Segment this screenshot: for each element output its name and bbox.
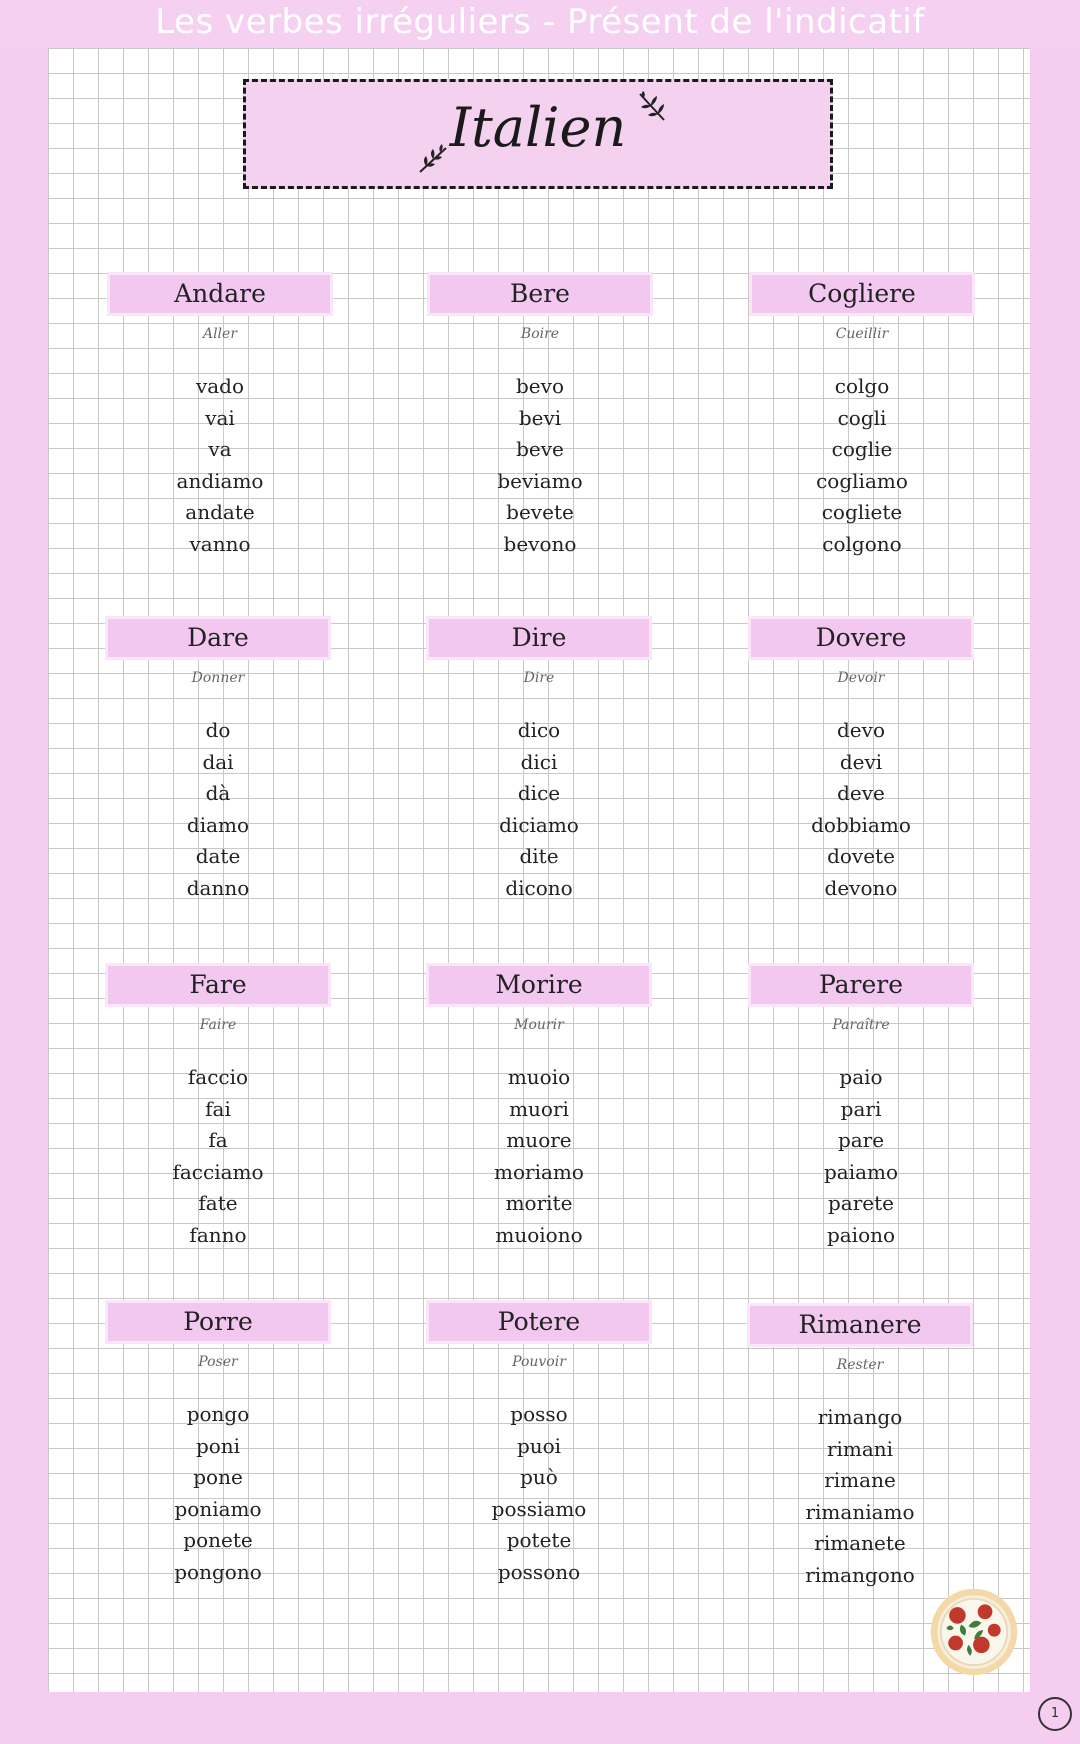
conjugation-form: dobbiamo [811, 812, 911, 837]
verb-name: Andare [110, 275, 330, 313]
conjugation-form: andate [185, 500, 255, 524]
conjugation-form: morite [505, 1191, 573, 1215]
conjugation-list [430, 371, 650, 560]
conjugation-form: facciamo [172, 1159, 264, 1184]
conjugation-form: andiamo [176, 468, 264, 493]
conjugation-list [429, 1062, 649, 1251]
conjugation-list [110, 371, 330, 560]
leaf-sprig-icon [416, 142, 452, 176]
conjugation-form: diciamo [499, 812, 579, 837]
conjugation-form: parete [828, 1191, 894, 1215]
page-title: Italien [449, 96, 627, 159]
verb-name: Cogliere [752, 275, 972, 313]
conjugation-form: date [195, 844, 241, 868]
page-number: 1 [1038, 1697, 1072, 1731]
conjugation-form: rimane [824, 1468, 896, 1492]
conjugation-form: danno [186, 875, 250, 900]
verb-translation: Poser [198, 1354, 238, 1370]
conjugation-form: fai [205, 1096, 231, 1121]
conjugation-form: paio [839, 1065, 883, 1089]
verb-card-morire [429, 966, 649, 1251]
conjugation-form: fa [208, 1128, 228, 1152]
conjugation-form: do [205, 718, 231, 742]
conjugation-form: paiono [826, 1222, 896, 1247]
verb-card-dire [429, 619, 649, 904]
conjugation-form: possono [497, 1559, 581, 1584]
conjugation-form: rimango [817, 1405, 903, 1429]
conjugation-list [429, 1399, 649, 1588]
verb-name: Bere [430, 275, 650, 313]
conjugation-form: moriamo [494, 1159, 584, 1184]
conjugation-form: paiamo [823, 1159, 899, 1184]
conjugation-list [108, 1062, 328, 1251]
verb-name: Morire [429, 966, 649, 1004]
verb-name: Dare [108, 619, 328, 657]
conjugation-form: vai [205, 405, 235, 430]
conjugation-form: ponete [183, 1528, 253, 1552]
conjugation-form: beve [516, 437, 564, 461]
conjugation-form: vanno [189, 531, 251, 556]
verb-translation: Rester [836, 1357, 884, 1373]
conjugation-form: devo [837, 718, 885, 742]
conjugation-form: pongono [174, 1559, 262, 1584]
pizza-icon [928, 1586, 1020, 1678]
conjugation-form: rimangono [805, 1562, 915, 1587]
conjugation-form: rimani [826, 1436, 894, 1461]
conjugation-list [751, 715, 971, 904]
conjugation-form: rimaniamo [805, 1499, 915, 1524]
conjugation-list [750, 1402, 970, 1591]
conjugation-form: pare [837, 1128, 885, 1152]
conjugation-form: fate [198, 1191, 238, 1215]
conjugation-form: possiamo [491, 1496, 587, 1521]
conjugation-form: deve [837, 781, 885, 805]
verb-card-cogliere [752, 275, 972, 560]
conjugation-form: muori [509, 1096, 569, 1121]
conjugation-list [108, 715, 328, 904]
verb-name: Rimanere [750, 1306, 970, 1344]
conjugation-form: va [208, 437, 232, 461]
conjugation-form: poniamo [174, 1496, 262, 1521]
verb-card-parere [751, 966, 971, 1251]
conjugation-form: devi [839, 749, 883, 774]
conjugation-form: diamo [186, 812, 250, 837]
conjugation-form: pongo [186, 1402, 250, 1426]
verb-translation: Pouvoir [512, 1354, 566, 1370]
conjugation-form: poni [195, 1433, 241, 1458]
conjugation-list [429, 715, 649, 904]
verb-translation: Mourir [514, 1017, 564, 1033]
conjugation-form: dovete [827, 844, 895, 868]
conjugation-form: bevete [506, 500, 574, 524]
right-margin [1030, 48, 1080, 1692]
conjugation-form: dà [205, 781, 231, 805]
conjugation-form: muoio [507, 1065, 571, 1089]
verb-name: Dire [429, 619, 649, 657]
verb-card-andare [110, 275, 330, 560]
conjugation-form: bevi [518, 405, 562, 430]
verb-card-porre [108, 1303, 328, 1588]
conjugation-form: bevono [503, 531, 577, 556]
verb-translation: Donner [191, 670, 245, 686]
conjugation-form: pone [193, 1465, 243, 1489]
conjugation-form: colgono [822, 531, 902, 556]
conjugation-form: dici [520, 749, 558, 774]
conjugation-form: pari [840, 1096, 882, 1121]
conjugation-form: bevo [516, 374, 564, 398]
conjugation-form: cogliete [821, 500, 903, 524]
verb-card-bere [430, 275, 650, 560]
conjugation-form: vado [195, 374, 245, 398]
conjugation-form: dai [202, 749, 234, 774]
verb-translation: Dire [523, 670, 555, 686]
conjugation-list [752, 371, 972, 560]
page-header [0, 0, 1080, 48]
verb-card-dare [108, 619, 328, 904]
verb-card-fare [108, 966, 328, 1251]
verb-name: Fare [108, 966, 328, 1004]
title-box [243, 79, 833, 189]
conjugation-list [108, 1399, 328, 1588]
verb-card-potere [429, 1303, 649, 1588]
verb-translation: Boire [520, 326, 560, 342]
conjugation-form: faccio [187, 1065, 249, 1089]
leaf-sprig-icon [634, 90, 668, 124]
verb-name: Porre [108, 1303, 328, 1341]
conjugation-form: colgo [834, 374, 890, 398]
conjugation-form: può [520, 1465, 558, 1489]
conjugation-form: posso [510, 1402, 568, 1426]
conjugation-form: cogli [837, 405, 887, 430]
verb-name: Potere [429, 1303, 649, 1341]
conjugation-form: devono [824, 875, 898, 900]
page-header-title: Les verbes irréguliers - Présent de l'indicatif [155, 2, 925, 42]
conjugation-form: dicono [505, 875, 573, 900]
conjugation-form: fanno [189, 1222, 247, 1247]
conjugation-form: dite [519, 844, 559, 868]
conjugation-form: rimanete [814, 1531, 906, 1555]
verb-translation: Devoir [837, 670, 885, 686]
conjugation-form: beviamo [497, 468, 583, 493]
verb-name: Dovere [751, 619, 971, 657]
verb-name: Parere [751, 966, 971, 1004]
bottom-margin [0, 1692, 1080, 1744]
conjugation-form: dico [517, 718, 561, 742]
conjugation-form: dice [517, 781, 561, 805]
verb-translation: Cueillir [835, 326, 889, 342]
verb-translation: Paraître [832, 1017, 890, 1033]
left-margin [0, 48, 48, 1692]
verb-card-rimanere [750, 1306, 970, 1591]
conjugation-list [751, 1062, 971, 1251]
conjugation-form: muoiono [495, 1222, 583, 1247]
verb-translation: Aller [202, 326, 238, 342]
conjugation-form: muore [506, 1128, 572, 1152]
conjugation-form: potete [506, 1528, 572, 1552]
verb-card-dovere [751, 619, 971, 904]
conjugation-form: coglie [831, 437, 893, 461]
conjugation-form: cogliamo [816, 468, 908, 493]
conjugation-form: puoi [516, 1433, 562, 1458]
verb-translation: Faire [199, 1017, 237, 1033]
